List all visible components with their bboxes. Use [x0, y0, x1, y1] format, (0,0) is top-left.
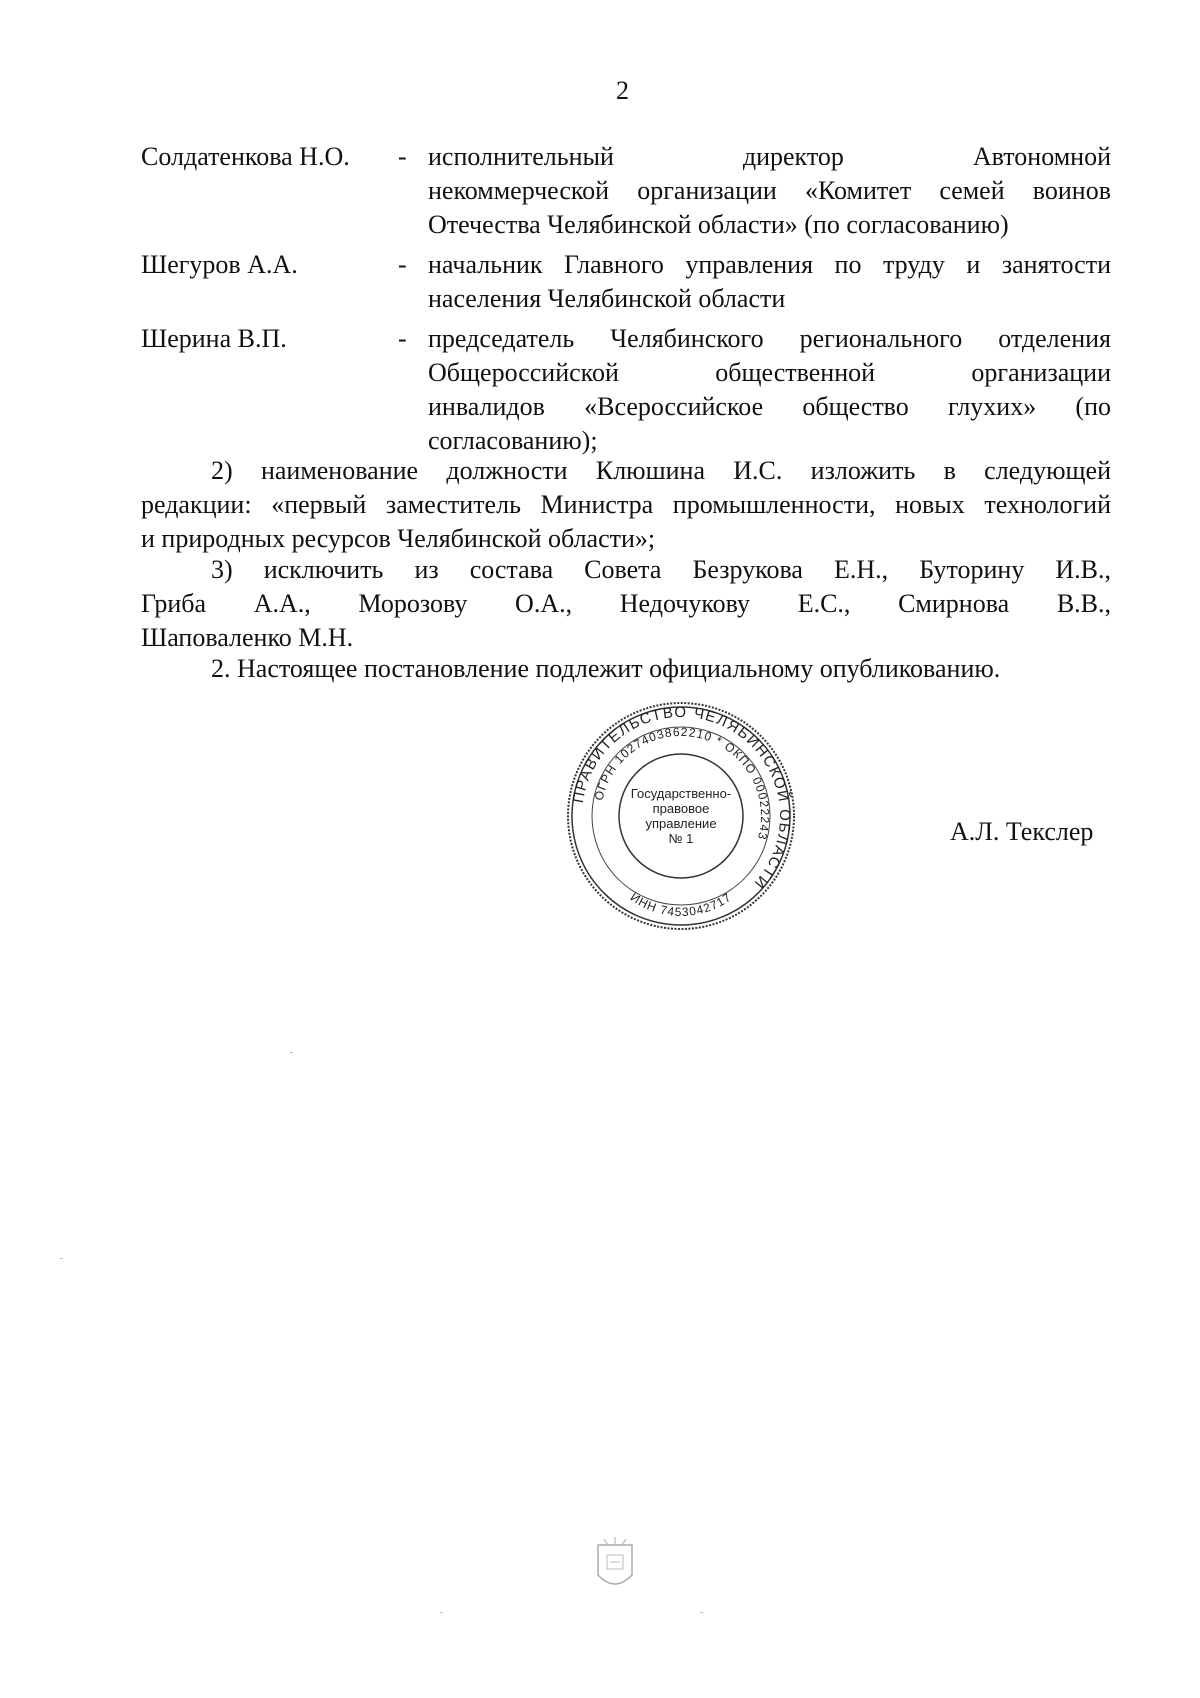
member-row	[141, 140, 1111, 242]
member-position	[428, 140, 1111, 242]
member-name: Шегуров А.А.	[141, 250, 298, 279]
text-line: председатель Челябинского регионального отделения	[428, 324, 1111, 353]
paragraph-publication: 2. Настоящее постановление подлежит официальному опубликованию.	[211, 654, 1001, 683]
text-line: Отечества Челябинской области» (по согласованию)	[428, 210, 1009, 239]
text-line: Общероссийской общественной организации	[428, 358, 1111, 387]
seal-center-line: правовое	[652, 801, 710, 816]
scan-speck	[290, 1052, 293, 1053]
seal-outer-text: ПРАВИТЕЛЬСТВО ЧЕЛЯБИНСКОЙ ОБЛАСТИ	[569, 703, 794, 893]
scan-speck	[60, 1258, 63, 1259]
text-line: инвалидов «Всероссийское общество глухих» (по	[428, 392, 1111, 421]
seal-center	[621, 756, 741, 876]
text-line: некоммерческой организации «Комитет семей воинов	[428, 176, 1111, 205]
text-line: редакции: «первый заместитель Министра промышленности, новых технологий	[141, 490, 1111, 519]
text-line: 3) исключить из состава Совета Безрукова Е.Н., Буторину И.В.,	[211, 555, 1111, 584]
member-dash: -	[398, 324, 407, 353]
text-line: начальник Главного управления по труду и занятости	[428, 250, 1111, 279]
seal-inner-text: ОГРН 1027403862210 * ОКПО 00022243	[591, 724, 773, 842]
member-list	[141, 140, 1111, 464]
text-line: населения Челябинской области	[428, 284, 786, 313]
member-name: Солдатенкова Н.О.	[141, 142, 350, 171]
paragraph-position-change	[141, 454, 1111, 556]
page-number: 2	[616, 76, 629, 105]
signatory-name: А.Л. Текслер	[950, 817, 1094, 846]
seal-center-line: № 1	[668, 831, 694, 846]
seal-bottom-text: ИНН 7453042717	[627, 889, 735, 920]
member-position	[428, 322, 1111, 458]
scan-speck	[700, 1612, 703, 1613]
svg-text:ИНН 7453042717	[628, 890, 734, 919]
member-position	[428, 248, 1111, 316]
seal-center-line: управление	[645, 816, 717, 831]
official-seal	[565, 700, 797, 932]
seal-center-line: Государственно-	[630, 786, 732, 801]
member-name: Шерина В.П.	[141, 324, 287, 353]
text-line: исполнительный директор Автономной	[428, 142, 1111, 171]
text-line: и природных ресурсов Челябинской области»;	[141, 524, 656, 553]
text-line: 2) наименование должности Клюшина И.С. изложить в следующей	[211, 456, 1111, 485]
text-line: Гриба А.А., Морозову О.А., Недочукову Е.С., Смирнова В.В.,	[141, 589, 1111, 618]
member-row	[141, 322, 1111, 458]
member-dash: -	[398, 142, 407, 171]
member-row	[141, 248, 1111, 316]
scan-speck	[440, 1612, 443, 1613]
paragraph-exclusion	[141, 553, 1111, 655]
text-line: Шаповаленко М.Н.	[141, 623, 354, 652]
member-dash: -	[398, 250, 407, 279]
coat-of-arms-icon	[592, 1535, 638, 1597]
text-line: согласованию);	[428, 426, 598, 455]
